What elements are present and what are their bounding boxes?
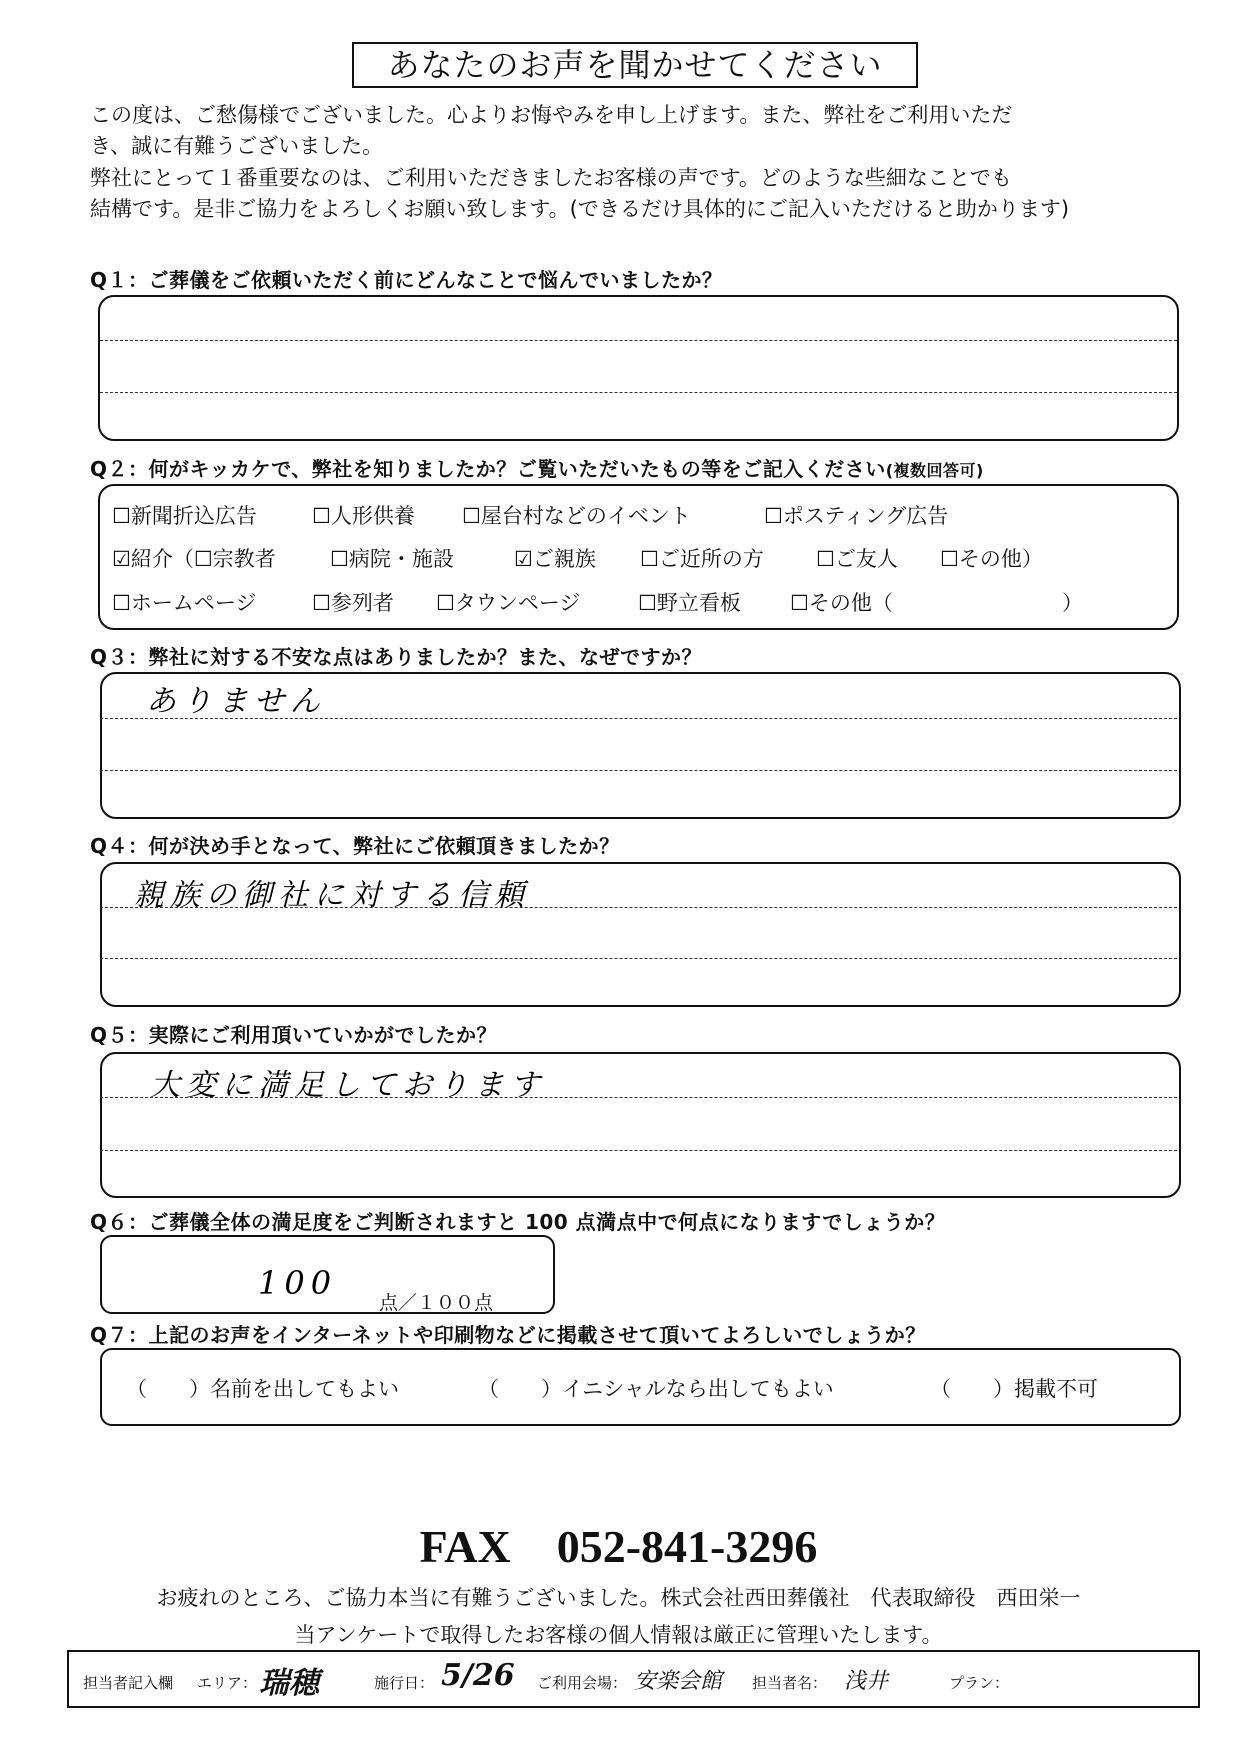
q2-option[interactable]: ☐ご友人 [816, 547, 898, 571]
q2-option[interactable]: ☐その他） [940, 547, 1043, 571]
q2-option[interactable]: ☐ホームページ [112, 591, 257, 615]
divider [100, 392, 1177, 393]
q2-option[interactable]: ☐野立看板 [638, 591, 741, 615]
thanks-line: お疲れのところ、ご協力本当に有難うございました。株式会社西田葬儀社 代表取締役 西田栄一 [156, 1586, 1081, 1610]
staff-section-label: 担当者記入欄 [83, 1674, 174, 1692]
date-value: 5/26 [441, 1658, 515, 1693]
q4-label: Q４：何が決め手となって、弊社にご依頼頂きましたか？ [90, 834, 620, 858]
person-label: 担当者名： [752, 1674, 828, 1692]
q1-answer-box[interactable] [98, 295, 1179, 441]
divider [100, 1150, 1177, 1151]
person-value: 浅井 [844, 1669, 889, 1694]
fax-number: FAX 052-841-3296 [419, 1521, 818, 1572]
area-label: エリア： [197, 1674, 258, 1692]
venue-value: 安楽会館 [634, 1669, 723, 1694]
intro-line: き、誠に有難うございました。 [90, 134, 384, 158]
q3-handwritten-answer: ありません [146, 684, 326, 719]
area-value: 瑞穂 [259, 1666, 319, 1701]
q1-label: Q１：ご葬儀をご依頼いただく前にどんなことで悩んでいましたか？ [90, 268, 723, 292]
q2-note: (複数回答可) [885, 461, 984, 480]
divider [100, 770, 1177, 771]
q2-label [90, 453, 984, 482]
page-title: あなたのお声を聞かせてください [352, 42, 918, 88]
q6-label: Q６：ご葬儀全体の満足度をご判断されますと 100 点満点中で何点になりますでしょうか？ [90, 1210, 946, 1234]
intro-line: 結構です。是非ご協力をよろしくお願い致します。(できるだけ具体的にご記入いただけると助かります) [90, 197, 1070, 221]
q2-option[interactable]: ☐タウンページ [436, 591, 581, 615]
q7-option-initials-ok[interactable]: （ ）イニシャルなら出してもよい [478, 1377, 834, 1401]
q5-label: Q５：実際にご利用頂いていかがでしたか？ [90, 1023, 498, 1047]
q4-handwritten-answer: 親族の御社に対する信頼 [134, 878, 530, 913]
divider [100, 340, 1177, 341]
q2-option[interactable]: ☐病院・施設 [330, 547, 454, 571]
q2-option-checked[interactable]: ☑紹介（☐宗教者 [112, 547, 276, 571]
q2-option[interactable]: ☐ご近所の方 [640, 547, 764, 571]
q7-option-name-ok[interactable]: （ ）名前を出してもよい [126, 1377, 399, 1401]
venue-label: ご利用会場： [537, 1674, 628, 1692]
q2-label-text: Q２：何がキッカケで、弊社を知りましたか？ご覧いただいたもの等をご記入ください [90, 457, 886, 481]
q2-option[interactable]: ☐参列者 [312, 591, 394, 615]
privacy-line: 当アンケートで取得したお客様の個人情報は厳正に管理いたします。 [294, 1623, 943, 1647]
q2-option[interactable]: ☐屋台村などのイベント [462, 504, 691, 528]
divider [100, 958, 1177, 959]
intro-line: 弊社にとって１番重要なのは、ご利用いただきましたお客様の声です。どのような些細なことでも [90, 166, 1012, 190]
q2-option-close: ） [1062, 591, 1083, 615]
date-label: 施行日： [374, 1674, 435, 1692]
q7-label: Q７：上記のお声をインターネットや印刷物などに掲載させて頂いてよろしいでしょうか？ [90, 1323, 926, 1347]
q2-option[interactable]: ☐人形供養 [312, 504, 415, 528]
q7-option-not-allowed[interactable]: （ ）掲載不可 [930, 1377, 1098, 1401]
staff-entry-box [67, 1650, 1200, 1708]
q6-score-suffix: 点／１００点 [379, 1292, 494, 1314]
q3-label: Q３：弊社に対する不安な点はありましたか？また、なぜですか？ [90, 645, 703, 669]
q2-option[interactable]: ☐ポスティング広告 [764, 504, 949, 528]
q5-handwritten-answer: 大変に満足しております [150, 1068, 546, 1103]
q2-option[interactable]: ☐その他（ [790, 591, 893, 615]
q2-option-checked[interactable]: ☑ご親族 [514, 547, 596, 571]
q2-option[interactable]: ☐新聞折込広告 [112, 504, 257, 528]
intro-line: この度は、ご愁傷様でございました。心よりお悔やみを申し上げます。また、弊社をご利用いただ [90, 103, 1013, 127]
plan-label: プラン： [949, 1674, 1010, 1692]
q6-handwritten-score: 100 [258, 1264, 338, 1302]
